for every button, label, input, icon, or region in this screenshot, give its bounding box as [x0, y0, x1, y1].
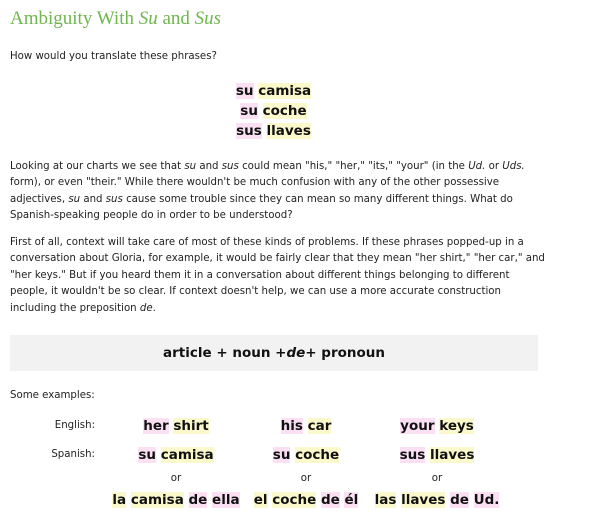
english-label: English:: [54, 420, 95, 431]
spanish-label: Spanish:: [51, 449, 95, 460]
or-separator: or: [170, 473, 182, 484]
examples-label: Some examples:: [10, 390, 95, 401]
or-separator: or: [300, 473, 312, 484]
alt-la-camisa-de-ella: la camisa de ella: [112, 492, 240, 508]
spanish-su-coche: su coche: [272, 447, 340, 463]
phrase-sus-llaves: sus llaves: [236, 123, 311, 139]
paragraph-charts: Looking at our charts we see that su and sus could mean "his," "her," "its," "your" (in the Ud. or Uds. form), or even "their." While there wouldn't be much confusion with any of the other possessive adjectives, su and sus cause some trouble since they can mean so many different things. What do Spanish-speaking people do in order to be understood?: [10, 161, 525, 222]
english-your-keys: your keys: [400, 418, 474, 434]
alt-las-llaves-de-ud: las llaves de Ud.: [374, 492, 500, 508]
alt-el-coche-de-el: el coche de él: [253, 492, 359, 508]
page-title: Ambiguity With Su and Sus: [10, 8, 222, 29]
paragraph-context: First of all, context will take care of most of these kinds of problems. If these phrases popped-up in a conversation about Gloria, for example, it would be fairly clear that they mean "her shirt," "her car," and "her keys." But if you heard them it in a conversation about different things belonging to different people, it wouldn't be so clear. If context doesn't help, we can use a more accurate construction including the preposition de.: [10, 237, 545, 314]
english-his-car: his car: [280, 418, 332, 434]
intro-question: How would you translate these phrases?: [10, 51, 217, 62]
or-separator: or: [431, 473, 443, 484]
phrase-su-camisa: su camisa: [235, 83, 312, 99]
english-her-shirt: her shirt: [143, 418, 209, 434]
spanish-su-camisa: su camisa: [138, 447, 214, 463]
phrase-su-coche: su coche: [240, 103, 307, 119]
formula-box: article + noun + de + pronoun: [10, 335, 538, 371]
spanish-sus-llaves: sus llaves: [399, 447, 475, 463]
